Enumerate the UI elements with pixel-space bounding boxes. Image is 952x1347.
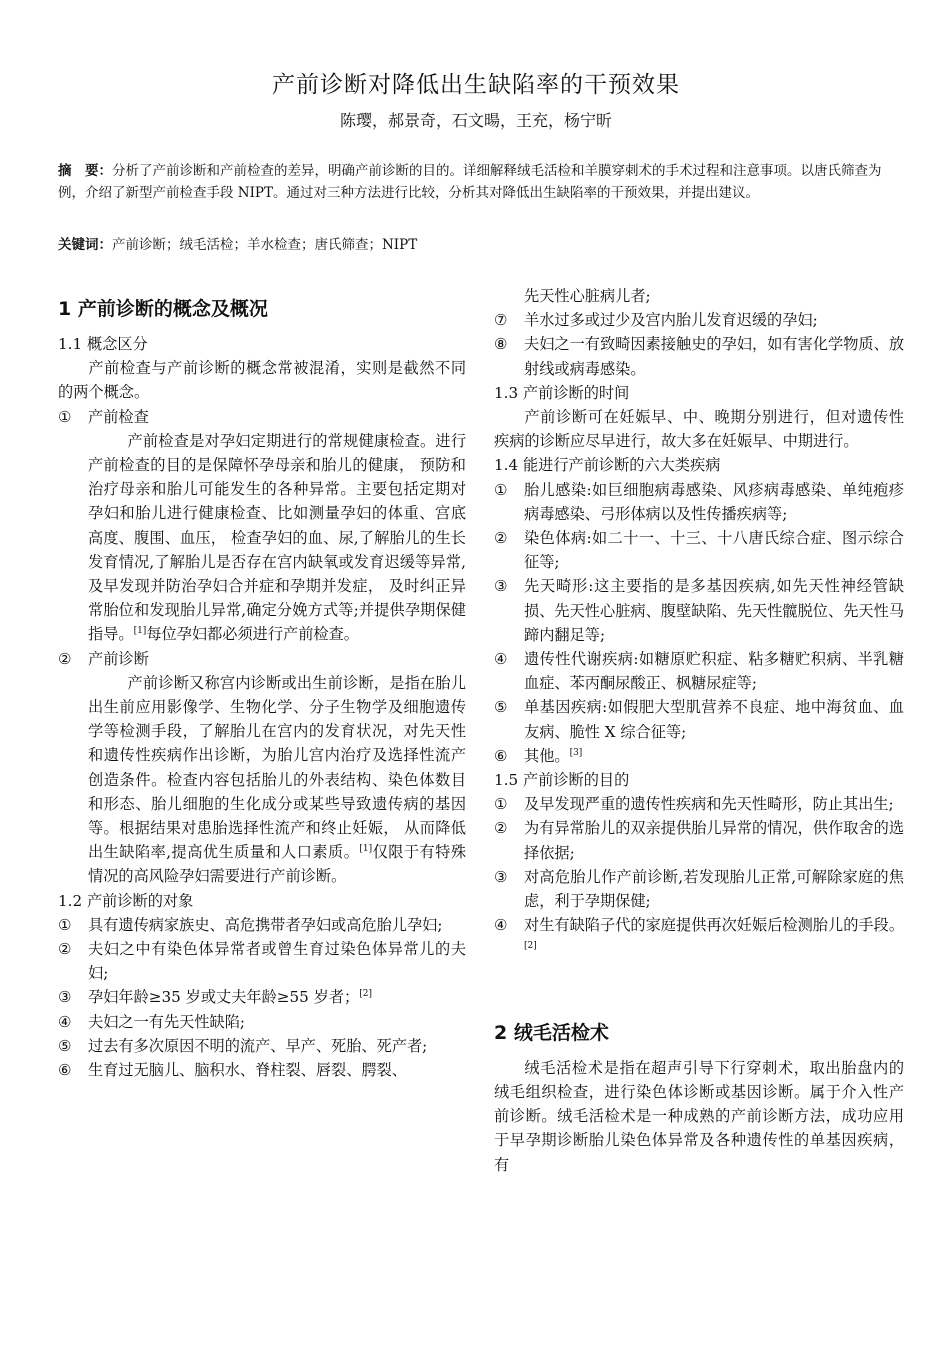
keywords (58, 234, 894, 256)
citation: [3] (569, 747, 583, 758)
item-body: 产前诊断又称宫内诊断或出生前诊断，是指在胎儿出生前应用影像学、生物化学、分子生物学及细胞遗传学等检测手段，了解胎儿在宫内的发育状况，对先天性和遗传性疾病作出诊断，为胎儿宫内治疗及选择性流产创造条件。检查内容包括胎儿的外表结构、染色体数目和形态、胎儿细胞的生化成分或某些导致遗传病的基因等。根据结果对患胎选择性流产和终止妊娠， 从而降低出生缺陷率,提高优生质量和人口素质。 (88, 673, 466, 862)
keywords-label: 关键词： (58, 237, 112, 253)
list-item-continuation: 先天性心脏病儿者; (524, 287, 651, 305)
citation: [2] (359, 989, 372, 1000)
list-item: ⑥ 生育过无脑儿、脑积水、脊柱裂、唇裂、腭裂、 (58, 1061, 407, 1080)
abstract (58, 160, 894, 204)
list-item: ⑧ 夫妇之一有致畸因素接触史的孕妇，如有害化学物质、放射线或病毒感染。 (494, 335, 904, 378)
item-body: 产前检查是对孕妇定期进行的常规健康检查。进行产前检查的目的是保障怀孕母亲和胎儿的健康， 预防和治疗母亲和胎儿可能发生的各种异常。主要包括定期对孕妇和胎儿进行健康检查、比如测量孕妇的体重、宫底高度、腹围、血压， 检查孕妇的血、尿,了解胎儿的生长发育情况,了解胎儿是否存在宫内缺氧或发育迟缓等异常,及早发现并防治孕妇合并症和孕期并发症， 及时纠正异常胎位和发现胎儿异常,确定分娩方式等;并提供孕期保健指导。 (88, 431, 466, 644)
subsection-1-3-heading: 1.3 产前诊断的时间 (494, 383, 630, 402)
concept-item-prenatal-diagnosis-body (58, 671, 466, 889)
section-2-text: 绒毛活检术是指在超声引导下行穿刺术，取出胎盘内的绒毛组织检查，进行染色体诊断或基因诊断。属于介入性产前诊断。绒毛活检术是一种成熟的产前诊断方法，成功应用于早孕期诊断胎儿染色体异常及各种遗传性的单基因疾病，有 (494, 1058, 904, 1174)
concept-item-prenatal-check-body (58, 429, 466, 647)
subsection-1-2-heading: 1.2 产前诊断的对象 (58, 891, 194, 910)
list-item: ② 染色体病:如二十一、十三、十八唐氏综合症、图示综合征等; (494, 529, 904, 572)
paper-title: 产前诊断对降低出生缺陷率的干预效果 (272, 72, 680, 98)
concept-item-prenatal-check (58, 405, 466, 429)
list-item: ① 及早发现严重的遗传性疾病和先天性畸形，防止其出生; (494, 795, 894, 814)
item-title: 产前诊断 (88, 649, 149, 668)
keywords-text: 产前诊断；绒毛活检；羊水检查；唐氏筛查；NIPT (112, 237, 418, 253)
section-2-heading: 2 绒毛活检术 (494, 1021, 609, 1044)
item-body-tail: 每位孕妇都必须进行产前检查。 (146, 625, 359, 644)
abstract-text: 分析了产前诊断和产前检查的差异，明确产前诊断的目的。详细解释绒毛活检和羊膜穿刺术的手术过程和注意事项。以唐氏筛查为例，介绍了新型产前检查手段 NIPT。通过对三种方法进行比较，分析其对降低出生缺陷率的干预效果，并提出建议。 (58, 163, 882, 201)
list-item: ③ 对高危胎儿作产前诊断,若发现胎儿正常,可解除家庭的焦虑，利于孕期保健; (494, 867, 904, 911)
purpose-list (494, 792, 904, 961)
concept-item-prenatal-diagnosis (58, 647, 466, 671)
list-item: ③ 先天畸形:这主要指的是多基因疾病,如先天性神经管缺损、先天性心脏病、腹壁缺陷、先天性髋脱位、先天性马蹄内翻足等; (494, 577, 904, 644)
list-item: ④ 遗传性代谢疾病:如糖原贮积症、粘多糖贮积病、半乳糖血症、苯丙酮尿酸正、枫糖尿症等; (494, 650, 904, 693)
subsection-1-1-heading: 1.1 概念区分 (58, 335, 148, 353)
subsection-1-1-intro: 产前检查与产前诊断的概念常被混淆，实则是截然不同的两个概念。 (58, 359, 466, 402)
list-item: ④ 对生有缺陷子代的家庭提供再次妊娠后检测胎儿的手段。[2] (494, 916, 904, 952)
list-item: ② 夫妇之中有染色体异常者或曾生育过染色体异常儿的夫妇; (58, 940, 466, 983)
section-1-heading: 1 产前诊断的概念及概况 (58, 298, 268, 320)
list-item: ② 为有异常胎儿的双亲提供胎儿异常的情况，供作取舍的选择依据; (494, 819, 904, 862)
list-item: ④ 夫妇之一有先天性缺陷; (58, 1012, 245, 1031)
item-body-tail: 仅限于有特殊情况的高风险孕妇需要进行产前诊断。 (88, 843, 467, 886)
list-item: ⑤ 过去有多次原因不明的流产、早产、死胎、死产者; (58, 1036, 428, 1055)
subsection-1-4-heading: 1.4 能进行产前诊断的六大类疾病 (494, 456, 721, 475)
list-item: ⑤ 单基因疾病:如假肥大型肌营养不良症、地中海贫血、血友病、脆性 X 综合征等; (494, 698, 904, 741)
paper-authors: 陈璎，郝景奇，石文暘，王充，杨宁昕 (339, 111, 612, 130)
list-item: ⑦ 羊水过多或过少及宫内胎儿发育迟缓的孕妇; (494, 311, 818, 330)
item-title: 产前检查 (88, 407, 149, 426)
item-number: ① (58, 407, 72, 426)
subjects-list (58, 913, 466, 1082)
item-number: ② (58, 649, 72, 668)
left-column (58, 290, 466, 1082)
diseases-list (494, 478, 904, 768)
citation: [2] (524, 941, 537, 952)
abstract-label: 摘 要： (58, 163, 112, 179)
citation: [1] (133, 626, 147, 637)
list-item: ① 胎儿感染:如巨细胞病毒感染、风疹病毒感染、单纯疱疹病毒感染、弓形体病以及性传播疾病等; (494, 480, 904, 523)
right-column (494, 284, 904, 1177)
list-item: ① 具有遗传病家族史、高危携带者孕妇或高危胎儿孕妇; (58, 915, 443, 934)
list-item: ③ 孕妇年龄≥35 岁或丈夫年龄≥55 岁者；[2] (58, 988, 372, 1007)
list-item: ⑥ 其他。[3] (494, 746, 583, 765)
citation: [1] (359, 844, 373, 855)
subsection-1-3-text: 产前诊断可在妊娠早、中、晚期分别进行，但对遗传性疾病的诊断应尽早进行，故大多在妊娠早、中期进行。 (494, 408, 904, 451)
subsection-1-5-heading: 1.5 产前诊断的目的 (494, 771, 630, 790)
